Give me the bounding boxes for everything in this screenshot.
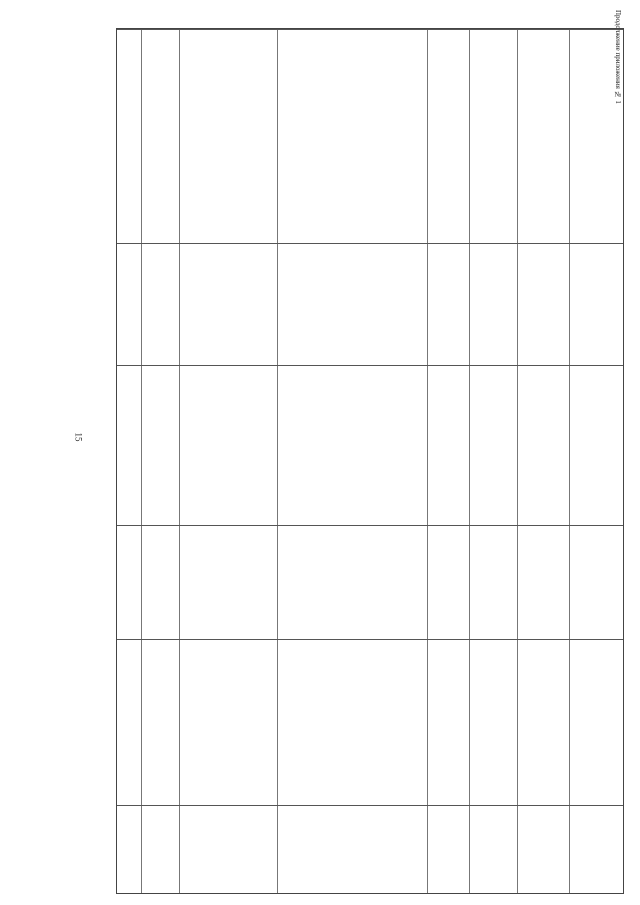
table-column-divider bbox=[179, 29, 180, 893]
table-column-divider bbox=[277, 29, 278, 893]
document-table bbox=[116, 28, 624, 894]
table-row-block bbox=[117, 29, 623, 30]
page-number: 15 bbox=[73, 432, 84, 442]
table-column-divider bbox=[569, 29, 570, 893]
table-column-divider bbox=[517, 29, 518, 893]
table-column-divider bbox=[469, 29, 470, 893]
table-row-block bbox=[117, 243, 623, 244]
table-row-block bbox=[117, 365, 623, 366]
table-row-block bbox=[117, 639, 623, 640]
table-row-block bbox=[117, 805, 623, 806]
table-row-block bbox=[117, 525, 623, 526]
table-column-divider bbox=[141, 29, 142, 893]
appendix-heading: Продолжение приложения № 1 bbox=[614, 10, 622, 104]
table-column-divider bbox=[427, 29, 428, 893]
